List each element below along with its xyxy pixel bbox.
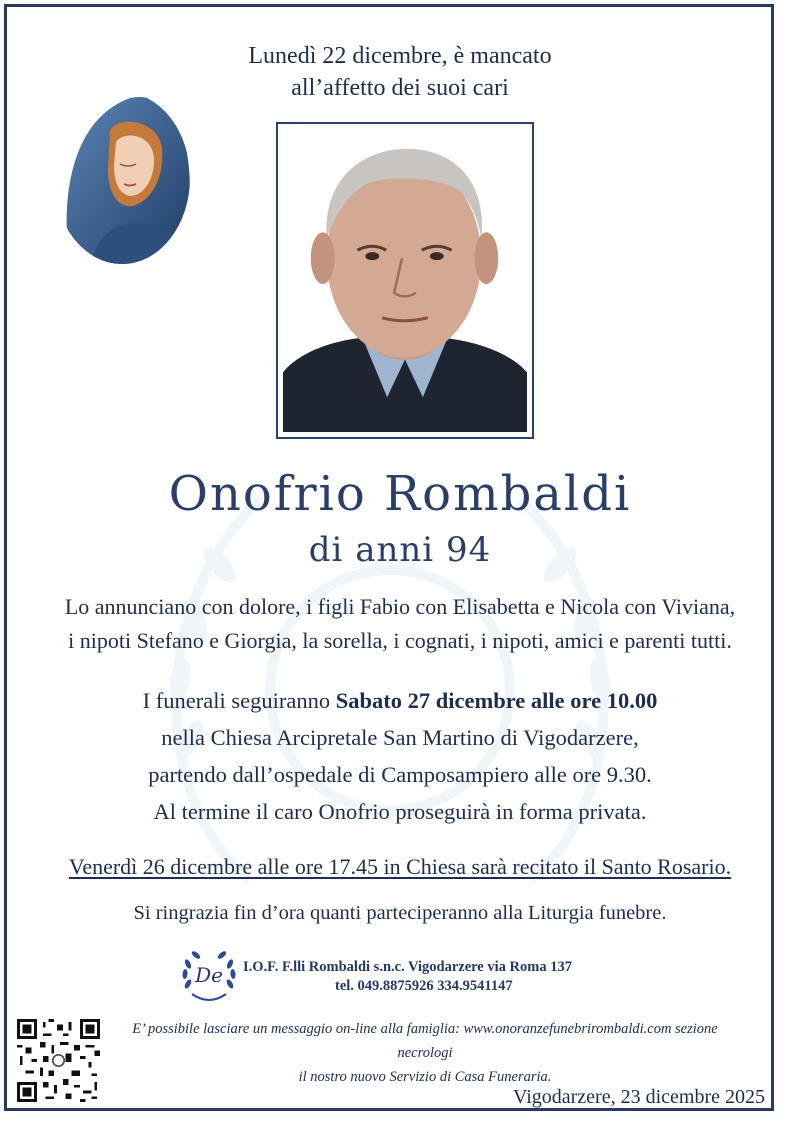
funeral-home-logo <box>178 944 240 1006</box>
announcement-line-2: i nipoti Stefano e Giorgia, la sorella, i cognati, i nipoti, amici e parenti tutti. <box>68 628 732 653</box>
company-phone: tel. 049.8875926 334.9541147 <box>335 978 513 994</box>
rosary-text: Venerdì 26 dicembre alle ore 17.45 in Chiesa sarà recitato il Santo Rosario. <box>68 854 732 879</box>
funeral-details <box>30 682 770 830</box>
online-line-1: E’ possibile lasciare un messaggio on-line alla famiglia: www.onoranzefunebrirombaldi.com sezione necrologi <box>132 1021 718 1061</box>
online-message-note <box>105 1017 745 1089</box>
funeral-line-3: partendo dall’ospedale di Camposampiero alle ore 9.30. <box>148 762 652 787</box>
intro-line-1: Lunedì 22 dicembre, è mancato <box>248 43 552 69</box>
funeral-home-info <box>243 958 643 996</box>
announcement-text <box>30 590 770 658</box>
funeral-line-1 <box>30 682 770 719</box>
thanks-text: Si ringrazia fin d’ora quanti parteciperanno alla Liturgia funebre. <box>133 902 667 924</box>
deceased-name: Onofrio Rombaldi <box>168 466 632 522</box>
portrait-photo <box>276 122 534 439</box>
funeral-line-1-prefix: I funerali seguiranno <box>142 688 336 713</box>
company-address: I.O.F. F.lli Rombaldi s.n.c. Vigodarzere via Roma 137 <box>243 959 572 975</box>
funeral-line-2: nella Chiesa Arcipretale San Martino di Vigodarzere, <box>161 725 639 750</box>
funeral-date-time: Sabato 27 dicembre alle ore 10.00 <box>335 688 658 713</box>
rosary-notice <box>30 852 770 882</box>
madonna-image <box>50 90 195 266</box>
intro-text <box>150 40 650 104</box>
funeral-line-4: Al termine il caro Onofrio proseguirà in forma privata. <box>153 799 647 824</box>
place-date: Vigodarzere, 23 dicembre 2025 <box>512 1086 765 1108</box>
logo-letters: De <box>195 963 223 987</box>
intro-line-2: all’affetto dei suoi cari <box>291 75 509 101</box>
online-line-2: il nostro nuovo Servizio di Casa Funeraria. <box>298 1069 552 1085</box>
announcement-line-1: Lo annunciano con dolore, i figli Fabio con Elisabetta e Nicola con Viviana, <box>64 594 736 619</box>
deceased-age: di anni 94 <box>308 530 492 570</box>
qr-code[interactable] <box>17 1019 100 1102</box>
